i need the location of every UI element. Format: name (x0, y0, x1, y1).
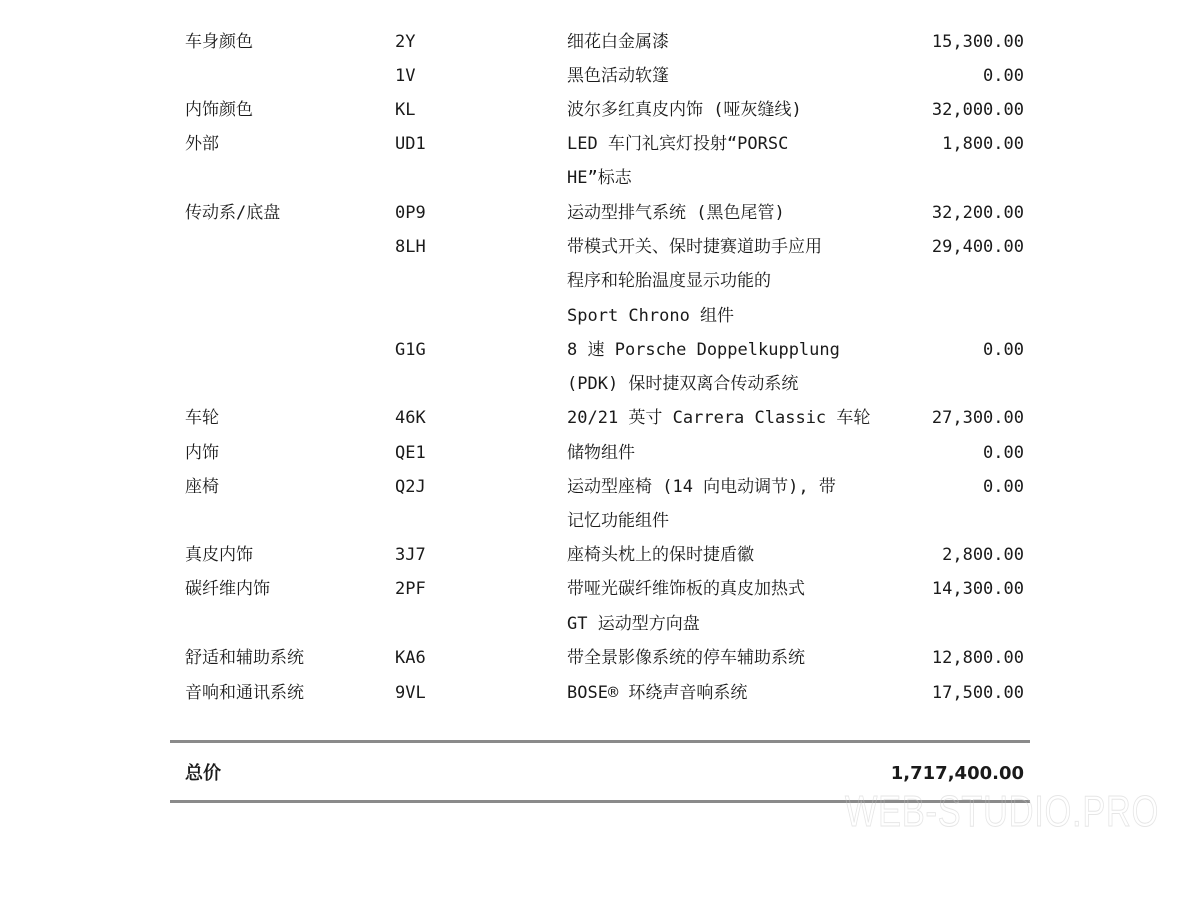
table-row (0, 607, 1200, 641)
row-category: 真皮内饰 (185, 545, 253, 565)
total-value: 1,717,400.00 (890, 763, 1024, 784)
row-description: 20/21 英寸 Carrera Classic 车轮 (567, 408, 871, 428)
table-row (0, 59, 1200, 93)
total-row (0, 757, 1200, 791)
row-code: G1G (395, 340, 426, 360)
row-price: 2,800.00 (942, 545, 1024, 565)
row-category: 座椅 (185, 477, 219, 497)
table-row (0, 538, 1200, 572)
row-category: 舒适和辅助系统 (185, 648, 304, 668)
row-code: 1V (395, 66, 416, 86)
row-code: QE1 (395, 443, 426, 463)
total-divider-top (170, 740, 1030, 743)
row-description: 带模式开关、保时捷赛道助手应用 (567, 237, 822, 257)
row-description: 8 速 Porsche Doppelkupplung (567, 340, 840, 360)
table-row (0, 676, 1200, 710)
row-category: 内饰 (185, 443, 219, 463)
row-code: 46K (395, 408, 426, 428)
row-category: 音响和通讯系统 (185, 683, 304, 703)
row-price: 12,800.00 (931, 648, 1024, 668)
row-description: GT 运动型方向盘 (567, 614, 700, 634)
row-description: 座椅头枕上的保时捷盾徽 (567, 545, 754, 565)
row-code: 9VL (395, 683, 426, 703)
row-description: Sport Chrono 组件 (567, 306, 735, 326)
table-row (0, 641, 1200, 675)
table-row (0, 333, 1200, 367)
row-price: 15,300.00 (931, 32, 1024, 52)
row-category: 碳纤维内饰 (185, 579, 270, 599)
row-code: Q2J (395, 477, 426, 497)
row-description: (PDK) 保时捷双离合传动系统 (567, 374, 799, 394)
row-description: 带哑光碳纤维饰板的真皮加热式 (567, 579, 805, 599)
row-code: 2Y (395, 32, 416, 52)
row-price: 0.00 (983, 340, 1024, 360)
row-category: 外部 (185, 134, 219, 154)
row-description: BOSE® 环绕声音响系统 (567, 683, 748, 703)
table-row (0, 299, 1200, 333)
row-price: 1,800.00 (942, 134, 1024, 154)
table-row (0, 161, 1200, 195)
table-row (0, 436, 1200, 470)
row-description: LED 车门礼宾灯投射“PORSC (567, 134, 789, 154)
row-description: 运动型排气系统 (黑色尾管) (567, 203, 785, 223)
row-description: 带全景影像系统的停车辅助系统 (567, 648, 805, 668)
row-category: 内饰颜色 (185, 100, 253, 120)
row-description: 储物组件 (567, 443, 635, 463)
total-label: 总价 (185, 763, 221, 784)
table-row (0, 264, 1200, 298)
row-price: 0.00 (983, 66, 1024, 86)
row-price: 27,300.00 (931, 408, 1024, 428)
row-description: 程序和轮胎温度显示功能的 (567, 271, 771, 291)
table-row (0, 127, 1200, 161)
table-row (0, 25, 1200, 59)
row-description: 波尔多红真皮内饰 (哑灰缝线) (567, 100, 802, 120)
table-row (0, 470, 1200, 504)
row-description: 细花白金属漆 (567, 32, 669, 52)
row-price: 29,400.00 (931, 237, 1024, 257)
row-price: 14,300.00 (931, 579, 1024, 599)
row-price: 32,200.00 (931, 203, 1024, 223)
row-code: 3J7 (395, 545, 426, 565)
row-price: 32,000.00 (931, 100, 1024, 120)
row-description: 运动型座椅 (14 向电动调节), 带 (567, 477, 836, 497)
table-row (0, 93, 1200, 127)
table-row (0, 504, 1200, 538)
row-category: 传动系/底盘 (185, 203, 281, 223)
row-category: 车身颜色 (185, 32, 253, 52)
table-row (0, 401, 1200, 435)
row-code: KL (395, 100, 416, 120)
row-code: 2PF (395, 579, 426, 599)
row-description: 记忆功能组件 (567, 511, 669, 531)
row-code: UD1 (395, 134, 426, 154)
table-row (0, 572, 1200, 606)
row-code: 8LH (395, 237, 426, 257)
table-row (0, 230, 1200, 264)
row-code: KA6 (395, 648, 426, 668)
watermark: WEB-STUDIO.PRO (845, 787, 1160, 836)
row-code: 0P9 (395, 203, 426, 223)
row-price: 0.00 (983, 443, 1024, 463)
row-price: 0.00 (983, 477, 1024, 497)
table-row (0, 367, 1200, 401)
row-description: 黑色活动软篷 (567, 66, 669, 86)
row-description: HE”标志 (567, 168, 632, 188)
row-price: 17,500.00 (931, 683, 1024, 703)
table-row (0, 196, 1200, 230)
row-category: 车轮 (185, 408, 219, 428)
